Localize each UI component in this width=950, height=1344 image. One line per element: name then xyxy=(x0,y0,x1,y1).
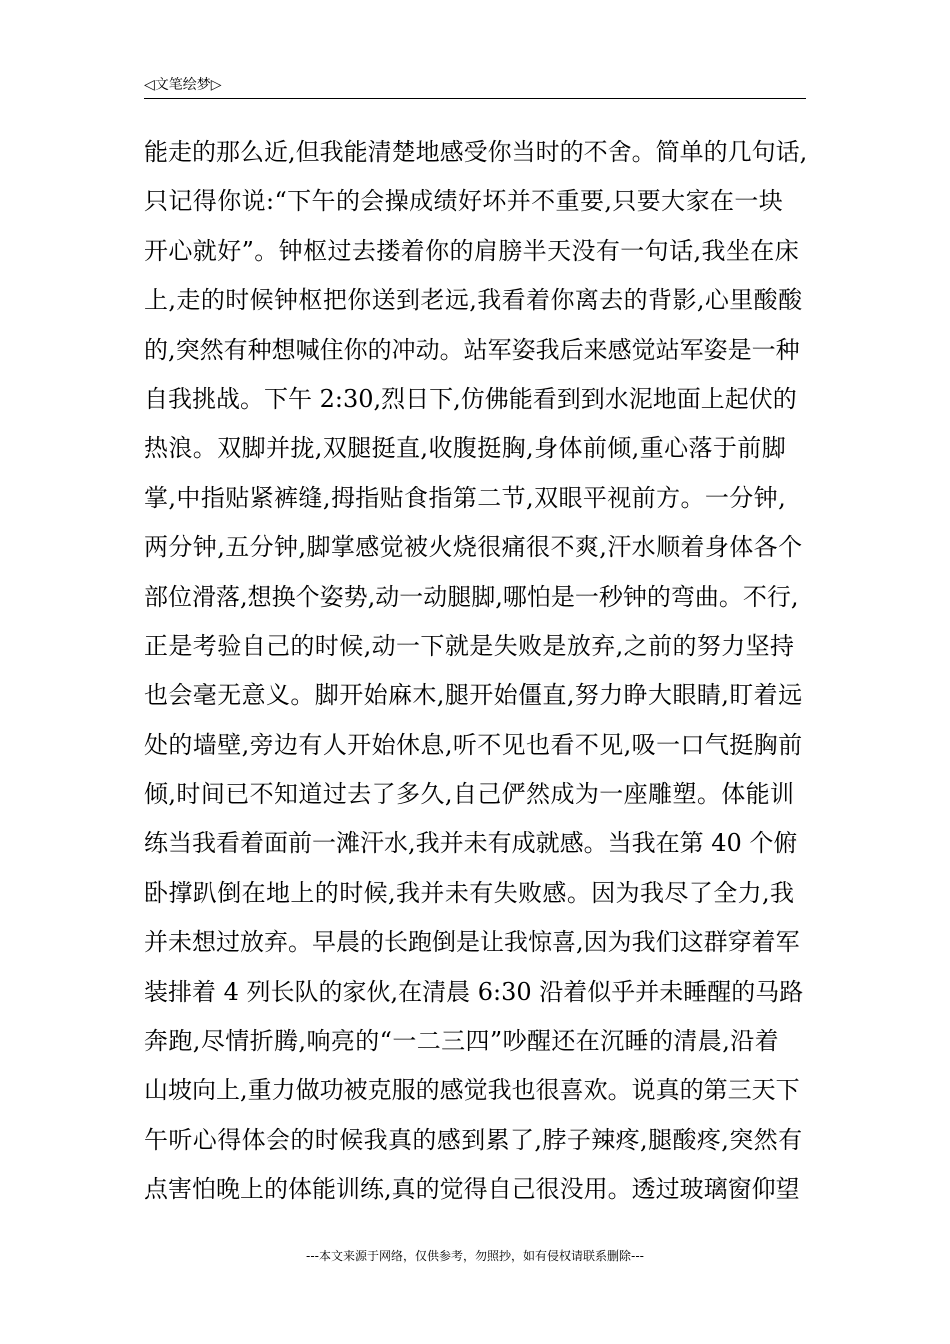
text-line: 开心就好”。钟枢过去搂着你的肩膀半天没有一句话,我坐在床 xyxy=(144,236,800,265)
text-line: 午听心得体会的时候我真的感到累了,脖子辣疼,腿酸疼,突然有 xyxy=(144,1125,803,1154)
text-line: 并未想过放弃。早晨的长跑倒是让我惊喜,因为我们这群穿着军 xyxy=(144,928,800,957)
body-text xyxy=(144,128,808,1215)
text-line: 倾,时间已不知道过去了多久,自己俨然成为一座雕塑。体能训 xyxy=(144,780,795,809)
text-line: 练当我看着面前一滩汗水,我并未有成就感。当我在第 40 个俯 xyxy=(144,829,798,858)
text-line: 正是考验自己的时候,动一下就是失败是放弃,之前的努力坚持 xyxy=(144,631,795,660)
text-line: 点害怕晚上的体能训练,真的觉得自己很没用。透过玻璃窗仰望 xyxy=(144,1175,800,1204)
text-line: 只记得你说:“下午的会操成绩好坏并不重要,只要大家在一块 xyxy=(144,187,784,216)
text-line: 热浪。双脚并拢,双腿挺直,收腹挺胸,身体前倾,重心落于前脚 xyxy=(144,434,787,463)
text-line: 山坡向上,重力做功被克服的感觉我也很喜欢。说真的第三天下 xyxy=(144,1076,800,1105)
text-line: 上,走的时候钟枢把你送到老远,我看着你离去的背影,心里酸酸 xyxy=(144,286,803,315)
text-line: 奔跑,尽情折腾,响亮的“一二三四”吵醒还在沉睡的清晨,沿着 xyxy=(144,1027,780,1056)
text-line: 的,突然有种想喊住你的冲动。站军姿我后来感觉站军姿是一种 xyxy=(144,335,800,364)
page-footer: ---本文来源于网络，仅供参考，勿照抄，如有侵权请联系删除--- xyxy=(306,1249,644,1263)
text-line: 掌,中指贴紧裤缝,拇指贴食指第二节,双眼平视前方。一分钟, xyxy=(144,483,787,512)
text-line: 能走的那么近,但我能清楚地感受你当时的不舍。简单的几句话, xyxy=(144,138,808,166)
text-line: 也会毫无意义。脚开始麻木,腿开始僵直,努力睁大眼睛,盯着远 xyxy=(144,681,803,710)
text-line: 两分钟,五分钟,脚掌感觉被火烧很痛很不爽,汗水顺着身体各个 xyxy=(144,533,803,562)
text-line: 自我挑战。下午 2:30,烈日下,仿佛能看到到水泥地面上起伏的 xyxy=(144,384,797,413)
text-line: 卧撑趴倒在地上的时候,我并未有失败感。因为我尽了全力,我 xyxy=(144,878,795,907)
header-title: ◁文笔绘梦▷ xyxy=(144,77,222,93)
page-header xyxy=(144,74,806,99)
text-line: 装排着 4 列长队的家伙,在清晨 6:30 沿着似乎并未睡醒的马路 xyxy=(144,977,804,1006)
text-line: 部位滑落,想换个姿势,动一动腿脚,哪怕是一秒钟的弯曲。不行, xyxy=(144,582,799,611)
text-line: 处的墙壁,旁边有人开始休息,听不见也看不见,吸一口气挺胸前 xyxy=(144,730,803,759)
